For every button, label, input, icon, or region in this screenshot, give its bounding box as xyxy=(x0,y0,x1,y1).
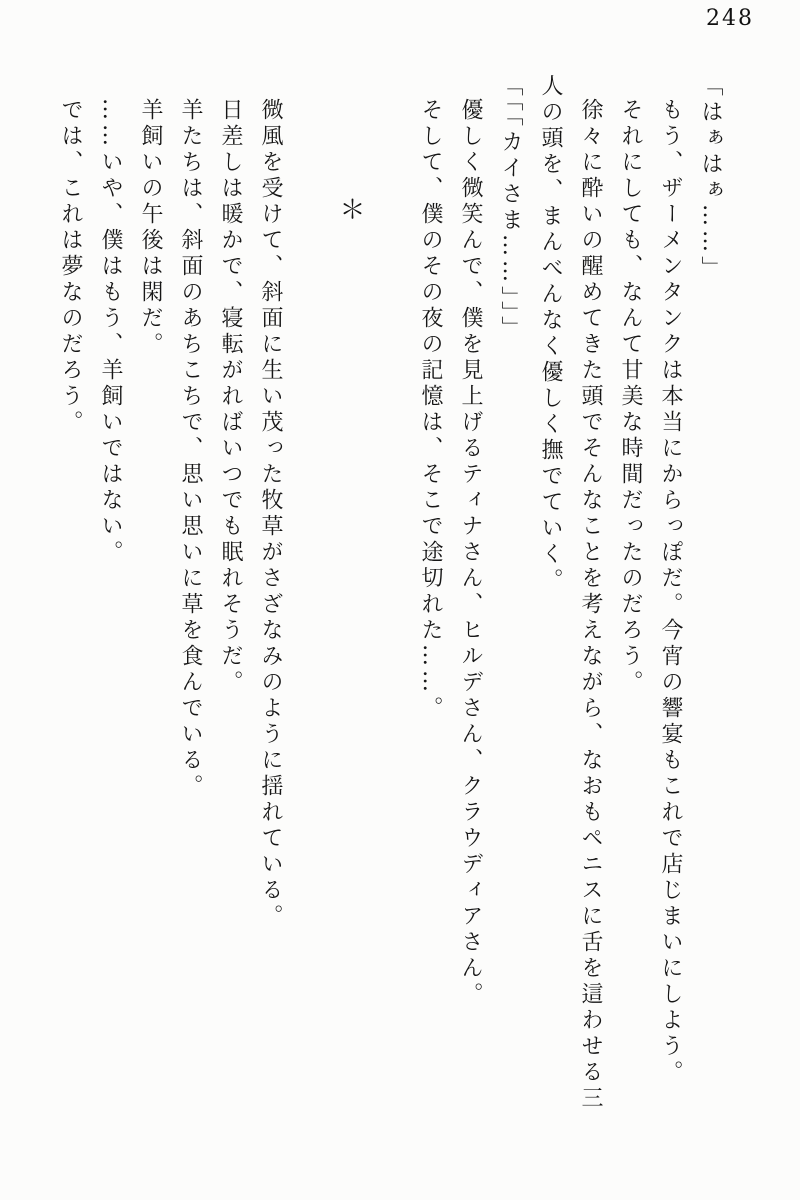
text-line: 「はぁはぁ……」 xyxy=(698,74,723,282)
text-line: 優しく微笑んで、僕を見上げるティナさん、ヒルデさん、クラウディアさん。 xyxy=(458,98,483,1008)
text-line: 日差しは暖かで、寝転がればいつでも眠れそうだ。 xyxy=(218,98,243,696)
page-number: 248 xyxy=(706,6,754,31)
text-line: それにしても、なんて甘美な時間だったのだろう。 xyxy=(618,98,643,696)
text-line: 微風を受けて、斜面に生い茂った牧草がさざなみのように揺れている。 xyxy=(258,98,283,930)
text-line: 「「「カイさま……」」」 xyxy=(498,74,523,342)
section-separator-asterisk: ＊ xyxy=(335,196,365,222)
text-line: もう、ザーメンタンクは本当にからっぽだ。今宵の響宴もこれで店じまいにしよう。 xyxy=(658,98,683,1086)
text-line: 羊たちは、斜面のあちこちで、思い思いに草を食んでいる。 xyxy=(178,98,203,800)
text-line: そして、僕のその夜の記憶は、そこで途切れた……。 xyxy=(418,98,443,722)
vertical-text-block xyxy=(50,74,730,1159)
text-line: 人の頭を、まんべんなく優しく撫でていく。 xyxy=(538,74,563,594)
text-line: ……いや、僕はもう、羊飼いではない。 xyxy=(98,98,123,566)
text-line: 徐々に酔いの醒めてきた頭でそんなことを考えながら、なおもペニスに舌を這わせる三 xyxy=(578,98,603,1112)
text-line: 羊飼いの午後は閑だ。 xyxy=(138,98,163,358)
text-line: では、これは夢なのだろう。 xyxy=(58,98,83,436)
